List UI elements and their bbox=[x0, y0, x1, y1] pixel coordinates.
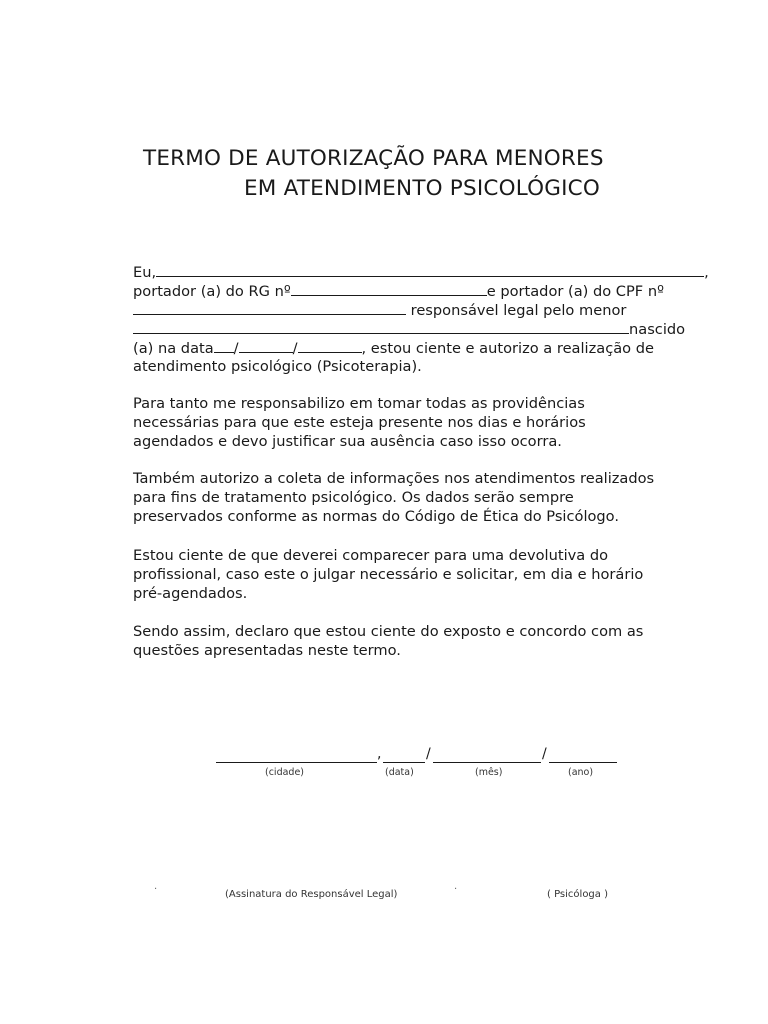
line-name bbox=[133, 262, 733, 281]
label-eu: Eu, bbox=[133, 264, 157, 281]
date-comma: , bbox=[377, 746, 382, 762]
signature-marker: · bbox=[454, 884, 458, 895]
text-line: questões apresentadas neste termo. bbox=[133, 642, 401, 659]
day-field[interactable] bbox=[383, 745, 425, 763]
signature-responsavel-label: (Assinatura do Responsável Legal) bbox=[225, 889, 398, 900]
title-line-2: EM ATENDIMENTO PSICOLÓGICO bbox=[244, 176, 600, 201]
label-ano: (ano) bbox=[568, 767, 594, 778]
signature-marker: · bbox=[154, 884, 158, 895]
date-slash: / bbox=[426, 746, 431, 762]
label-rg: portador (a) do RG nº bbox=[133, 283, 291, 300]
birth-year-field[interactable] bbox=[298, 338, 362, 353]
year-field[interactable] bbox=[549, 745, 617, 763]
label-mes: (mês) bbox=[475, 767, 503, 778]
slash: / bbox=[233, 340, 239, 357]
birth-month-field[interactable] bbox=[239, 338, 293, 353]
title-line-1: TERMO DE AUTORIZAÇÃO PARA MENORES bbox=[143, 146, 604, 171]
line-cpf-responsavel bbox=[133, 300, 733, 319]
label-na-data: (a) na data bbox=[133, 340, 214, 357]
text-line: profissional, caso este o julgar necessário e solicitar, em dia e horário bbox=[133, 566, 644, 583]
text-line: preservados conforme as normas do Código de Ética do Psicólogo. bbox=[133, 508, 619, 525]
signature-psicologa-label: ( Psicóloga ) bbox=[547, 889, 608, 900]
slash: / bbox=[292, 340, 298, 357]
text-line: agendados e devo justificar sua ausência caso isso ocorra. bbox=[133, 433, 562, 450]
text-line: Também autorizo a coleta de informações nos atendimentos realizados bbox=[133, 470, 655, 487]
label-cidade: (cidade) bbox=[265, 767, 305, 778]
line-atendimento: atendimento psicológico (Psicoterapia). bbox=[133, 358, 422, 375]
label-nascido: nascido bbox=[629, 321, 686, 338]
text-line: Para tanto me responsabilizo em tomar todas as providências bbox=[133, 395, 585, 412]
cpf-field[interactable] bbox=[133, 300, 406, 315]
comma: , bbox=[704, 264, 709, 281]
label-responsavel: responsável legal pelo menor bbox=[410, 302, 627, 319]
minor-name-field[interactable] bbox=[133, 319, 629, 334]
line-birth-date bbox=[133, 338, 733, 357]
city-field[interactable] bbox=[216, 745, 377, 763]
date-slash: / bbox=[542, 746, 547, 762]
label-data: (data) bbox=[385, 767, 414, 778]
paragraph-coleta bbox=[133, 469, 733, 526]
text-line: necessárias para que este esteja presente nos dias e horários bbox=[133, 414, 586, 431]
paragraph-declaracao bbox=[133, 622, 733, 660]
rg-field[interactable] bbox=[291, 281, 487, 296]
line-rg-cpf bbox=[133, 281, 733, 300]
text-line: Sendo assim, declaro que estou ciente do exposto e concordo com as bbox=[133, 623, 644, 640]
month-field[interactable] bbox=[433, 745, 541, 763]
text-line: para fins de tratamento psicológico. Os dados serão sempre bbox=[133, 489, 574, 506]
birth-day-field[interactable] bbox=[214, 338, 234, 353]
text-line: Estou ciente de que deverei comparecer para uma devolutiva do bbox=[133, 547, 609, 564]
paragraph-responsabilidade bbox=[133, 394, 733, 451]
name-field[interactable] bbox=[156, 262, 704, 277]
paragraph-devolutiva bbox=[133, 546, 733, 603]
line-minor-name bbox=[133, 319, 733, 338]
label-estou-ciente: , estou ciente e autorizo a realização de bbox=[361, 340, 654, 357]
paragraph-identification bbox=[133, 262, 733, 376]
label-cpf: e portador (a) do CPF nº bbox=[486, 283, 664, 300]
text-line: pré-agendados. bbox=[133, 585, 248, 602]
